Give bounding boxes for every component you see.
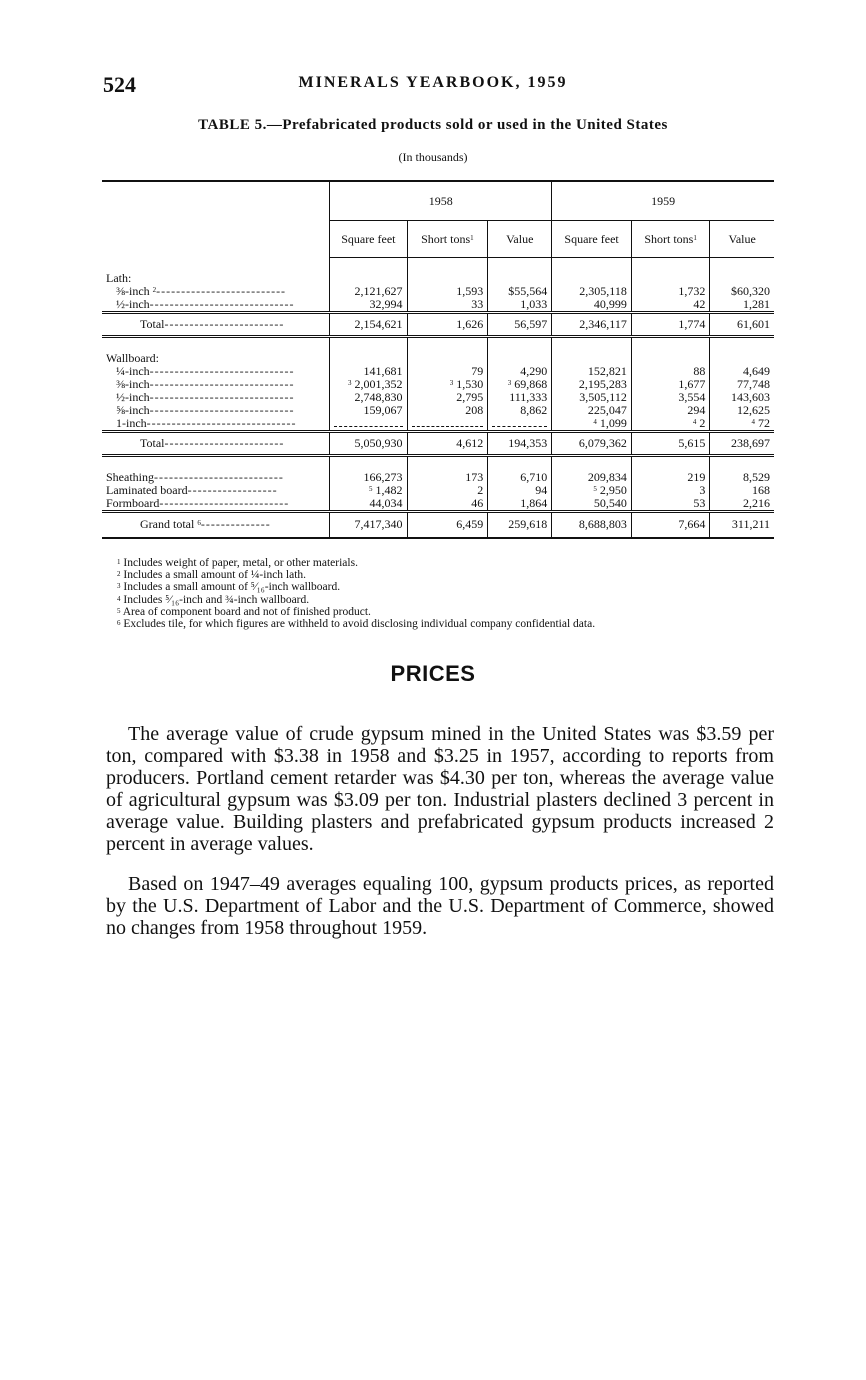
col-header: Square feet: [552, 221, 632, 258]
footnote: $^4$ Includes ⁵⁄₁₆-inch and ¾-inch wallboard.: [117, 593, 310, 606]
table-row: Formboard-------------------------- 44,034 46 1,864 50,540 53 2,216: [102, 497, 774, 512]
prefab-products-table: [102, 180, 774, 539]
table-units: (In thousands): [398, 150, 468, 164]
year-header-1959: 1959: [552, 181, 774, 221]
table-row: ⅜-inch----------------------------- $^3$ 2,001,352 $^3$ 1,530 $^3$ 69,868 2,195,283 1,677 77,748: [102, 378, 774, 391]
page-number: 524: [103, 72, 136, 97]
table-caption: TABLE 5.—Prefabricated products sold or used in the United States: [198, 117, 668, 133]
table-row: ⅜-inch $^2$-------------------------- 2,121,627 1,593 $55,564 2,305,118 1,732 $60,320: [102, 285, 774, 298]
table-row: ½-inch----------------------------- 32,994 33 1,033 40,999 42 1,281: [102, 298, 774, 313]
footnote: $^2$ Includes a small amount of ¼-inch lath.: [117, 569, 307, 582]
col-header: Value: [710, 221, 774, 258]
col-header: Square feet: [330, 221, 407, 258]
footnote: $^3$ Includes a small amount of ⁵⁄₁₆-inch wallboard.: [117, 581, 341, 594]
col-header: Value: [488, 221, 552, 258]
group-label-lath: Lath:: [102, 272, 774, 285]
lath-total-row: Total------------------------ 2,154,621 1,626 56,597 2,346,117 1,774 61,601: [102, 313, 774, 337]
body-paragraph: Based on 1947–49 averages equaling 100, gypsum products prices, as reported by the U.S. Department of Labor and the U.S. Department of Commerce, showed no changes from 1958 throughout 1959.: [106, 873, 774, 939]
running-title: MINERALS YEARBOOK, 1959: [298, 74, 568, 91]
section-heading: PRICES: [390, 661, 476, 686]
footnotes: [117, 557, 797, 630]
body-paragraph: The average value of crude gypsum mined in the United States was $3.59 per ton, compared with $3.38 in 1958 and $3.25 in 1957, according to reports from producers. Portland cement retarder was $4.30 per ton, whereas the average value of agricultural gypsum was $3.09 per ton. Industrial plasters declined 3 percent in average value. Building plasters and prefabricated gypsum products increased 2 percent in average values.: [106, 723, 774, 855]
table-row: ⅝-inch----------------------------- 159,067 208 8,862 225,047 294 12,625: [102, 404, 774, 417]
footnote: $^6$ Excludes tile, for which figures are withheld to avoid disclosing individual company confidential data.: [117, 618, 596, 631]
grand-total-row: Grand total $^6$-------------- 7,417,340 6,459 259,618 8,688,803 7,664 311,211: [102, 512, 774, 539]
year-header-1958: 1958: [330, 181, 552, 221]
table-row: ¼-inch----------------------------- 141,681 79 4,290 152,821 88 4,649: [102, 365, 774, 378]
col-header: Short tons$^1$: [407, 221, 488, 258]
table-row: Laminated board------------------ $^5$ 1,482 2 94 $^5$ 2,950 3 168: [102, 484, 774, 497]
wallboard-total-row: Total------------------------ 5,050,930 4,612 194,353 6,079,362 5,615 238,697: [102, 432, 774, 456]
table-row: 1-inch------------------------------ $^4$ 1,099 $^4$ 2 $^4$ 72: [102, 417, 774, 432]
footnote: $^5$ Area of component board and not of finished product.: [117, 605, 371, 618]
table-row: ½-inch----------------------------- 2,748,830 2,795 111,333 3,505,112 3,554 143,603: [102, 391, 774, 404]
table-row: Sheathing-------------------------- 166,273 173 6,710 209,834 219 8,529: [102, 471, 774, 484]
footnote: $^1$ Includes weight of paper, metal, or other materials.: [117, 557, 358, 569]
group-label-wallboard: Wallboard:: [102, 352, 774, 365]
stub-header: [102, 181, 330, 258]
col-header: Short tons$^1$: [631, 221, 709, 258]
